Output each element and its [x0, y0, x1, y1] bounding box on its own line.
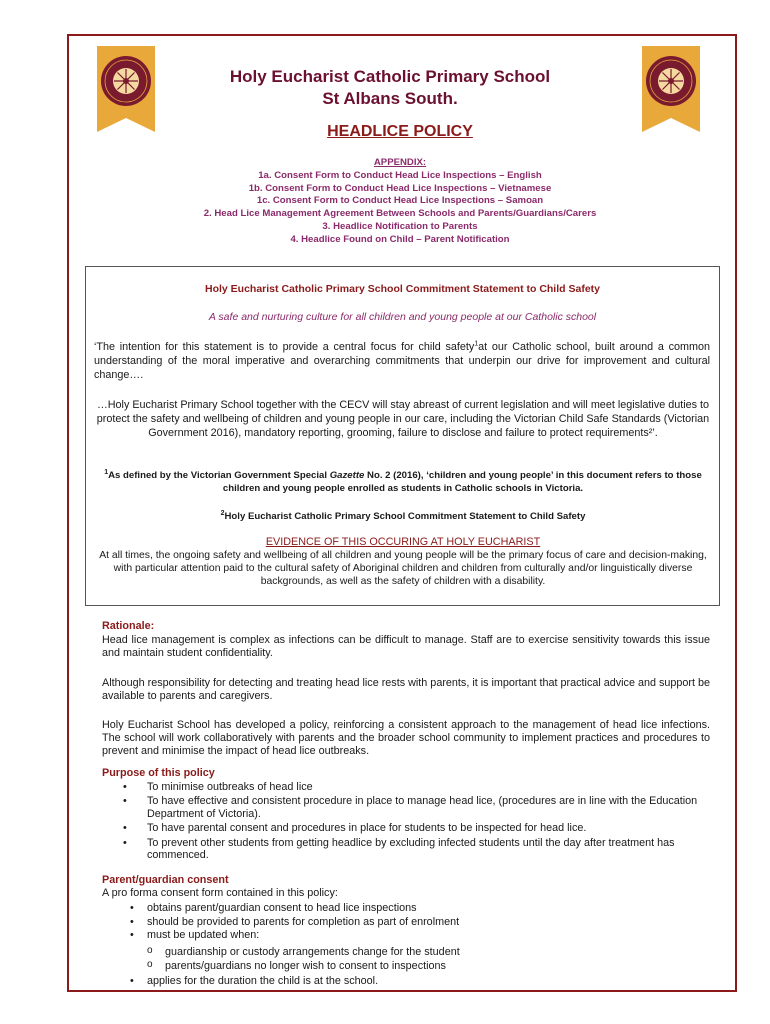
purpose-title: Purpose of this policy [102, 767, 215, 779]
parent-consent-sublist [147, 946, 687, 973]
rationale-paragraph: Holy Eucharist School has developed a policy, reinforcing a consistent approach to the management of head lice infections. The school will work collaboratively with parents and the broader school community to implement practices and procedures to prevent and minimise the impact of head lice outbreaks. [102, 719, 710, 757]
footnote-2: $^2$Holy Eucharist Catholic Primary School Commitment Statement to Child Safety [220, 509, 586, 522]
parent-consent-intro: A pro forma consent form contained in this policy: [102, 887, 338, 899]
appendix [120, 157, 680, 247]
sub-list-item: o parents/guardians no longer wish to consent to inspections [147, 960, 687, 973]
list-item: • To have parental consent and procedures in place for students to be inspected for head lice. [120, 822, 710, 835]
parent-consent-title: Parent/guardian consent [102, 874, 229, 886]
appendix-title: APPENDIX: [373, 157, 427, 168]
list-item: • applies for the duration the child is at the school. [130, 975, 690, 988]
school-name: Holy Eucharist Catholic Primary School [229, 67, 551, 86]
appendix-item: 3. Headlice Notification to Parents [322, 220, 478, 232]
appendix-item: 1a. Consent Form to Conduct Head Lice Inspections – English [258, 169, 542, 181]
list-item: • should be provided to parents for completion as part of enrolment [130, 916, 690, 929]
list-item: • obtains parent/guardian consent to head lice inspections [130, 902, 690, 915]
appendix-item: 2. Head Lice Management Agreement Between Schools and Parents/Guardians/Carers [203, 208, 597, 220]
list-item: • To have effective and consistent procedure in place to manage head lice, (procedures are in line with the Education Department of Victoria). [120, 795, 710, 821]
evidence-text: At all times, the ongoing safety and wellbeing of all children and young people will be the primary focus of care and decision-making, with particular attention paid to the cultural safety of Aboriginal children and children from culturally and/or linguistically diverse backgrounds, as well as the safety of children with a disability. [99, 550, 707, 587]
appendix-item: 1c. Consent Form to Conduct Head Lice Inspections – Samoan [256, 195, 544, 207]
parent-consent-last [130, 975, 690, 988]
policy-title: HEADLICE POLICY [327, 123, 473, 140]
commitment-paragraph-1: ‘The intention for this statement is to provide a central focus for child safety$^1$at our Catholic school, built around a common understanding of the moral imperative and overarching commitments that underpin our drive for improvement and cultural change…. [94, 340, 710, 381]
list-item: • To prevent other students from getting headlice by excluding infected students until the day after treatment has commenced. [120, 837, 710, 863]
school-crest-left [97, 46, 155, 132]
commitment-paragraph-2: …Holy Eucharist Primary School together with the CECV will stay abreast of current legislation and will meet legislative duties to protect the safety and wellbeing of children and young people in our care, including the Victorian Child Safe Standards (Victorian Government 2016), mandatory reporting, grooming, failure to disclose and failure to protect requirements²’. [96, 399, 710, 439]
rationale-paragraph: Head lice management is complex as infections can be difficult to manage. Staff are to exercise sensitivity towards this issue and maintain student confidentiality. [102, 634, 710, 659]
rationale-paragraph: Although responsibility for detecting and treating head lice rests with parents, it is important that practical advice and support be available to parents and caregivers. [102, 677, 710, 702]
school-crest-right [642, 46, 700, 132]
sub-list-item: o guardianship or custody arrangements change for the student [147, 946, 687, 959]
evidence-heading: EVIDENCE OF THIS OCCURING AT HOLY EUCHARIST [265, 536, 541, 548]
rationale-title: Rationale: [102, 620, 155, 632]
appendix-item: 1b. Consent Form to Conduct Head Lice Inspections – Vietnamese [248, 182, 552, 194]
list-item: • To minimise outbreaks of head lice [120, 781, 710, 794]
purpose-list [120, 781, 710, 864]
footnote-1: $^1$As defined by the Victorian Government Special Gazette No. 2 (2016), ‘children and young people’ in this document refers to those children and young people enrolled as students in Catholic schools in Victoria. [104, 468, 702, 494]
appendix-item: 4. Headlice Found on Child – Parent Notification [290, 233, 510, 245]
commitment-subheading: A safe and nurturing culture for all children and young people at our Catholic school [208, 311, 597, 323]
commitment-heading: Holy Eucharist Catholic Primary School Commitment Statement to Child Safety [205, 283, 600, 295]
school-location: St Albans South. [322, 89, 458, 108]
list-item: • must be updated when: [130, 929, 690, 942]
parent-consent-list [130, 902, 690, 943]
